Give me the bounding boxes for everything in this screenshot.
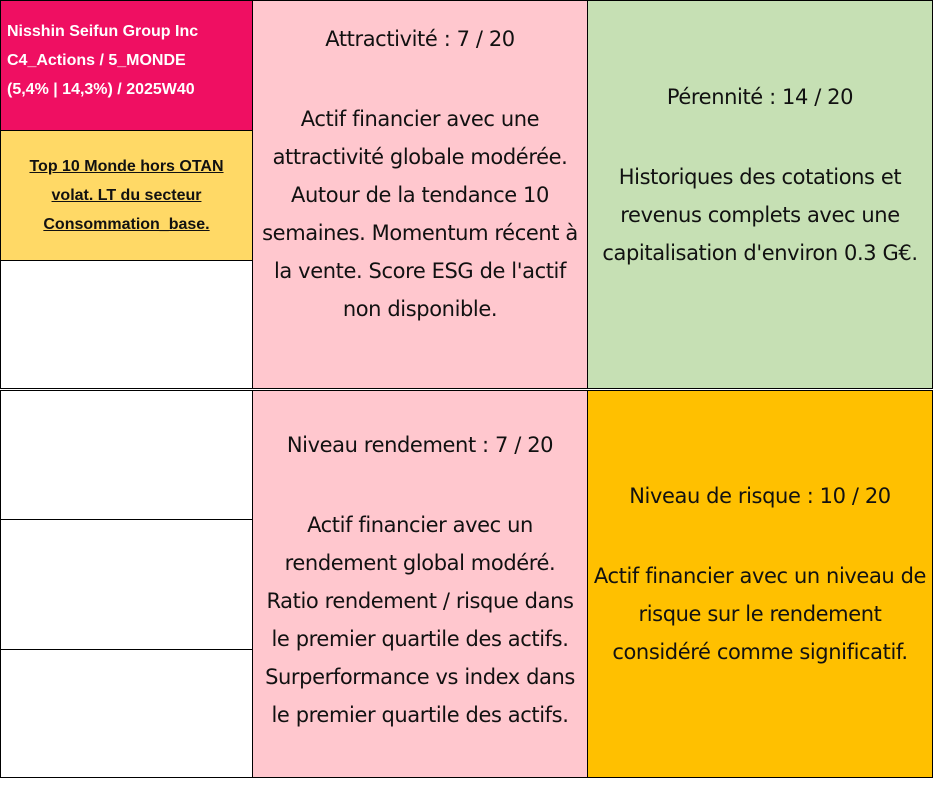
empty-cell-1 [0, 260, 253, 389]
risque-title: Niveau de risque : 10 / 20 [629, 484, 891, 508]
empty-cell-2 [0, 390, 253, 520]
asset-name: Nisshin Seifun Group Inc [7, 23, 199, 40]
rendement-line-1: Actif financier avec un [307, 513, 533, 537]
attractivite-line-3: Autour de la tendance 10 [291, 182, 549, 207]
perennite-title: Pérennité : 14 / 20 [666, 84, 854, 109]
asset-stats: (5,4% | 14,3%) / 2025W40 [7, 81, 195, 98]
perennite-line-2: revenus complets avec une [620, 202, 900, 227]
category-line-2: volat. LT du secteur [51, 187, 202, 204]
asset-category: C4_Actions / 5_MONDE [7, 52, 186, 69]
attractivite-line-4: semaines. Momentum récent à [262, 220, 578, 245]
attractivite-line-5: la vente. Score ESG de l'actif [274, 258, 566, 283]
empty-cell-3 [0, 519, 253, 650]
rendement-line-5: Surperformance vs index dans [265, 665, 575, 689]
attractivite-line-1: Actif financier avec une [300, 106, 540, 131]
rendement-cell [252, 390, 588, 778]
risque-line-2: risque sur le rendement [638, 602, 882, 626]
rendement-title: Niveau rendement : 7 / 20 [286, 433, 554, 457]
rendement-line-6: le premier quartile des actifs. [271, 703, 569, 727]
rendement-line-3: Ratio rendement / risque dans [266, 589, 574, 613]
rendement-line-4: le premier quartile des actifs. [271, 627, 569, 651]
category-line-1: Top 10 Monde hors OTAN [29, 158, 224, 175]
perennite-line-3: capitalisation d'environ 0.3 G€. [602, 240, 918, 265]
attractivite-title: Attractivité : 7 / 20 [325, 26, 515, 51]
attractivite-cell [252, 0, 588, 389]
category-line-3: Consommation_base. [43, 216, 210, 233]
attractivite-line-6: non disponible. [342, 296, 498, 321]
empty-cell-4 [0, 649, 253, 778]
attractivite-line-2: attractivité globale modérée. [272, 144, 568, 169]
perennite-line-1: Historiques des cotations et [618, 164, 902, 189]
perennite-cell [587, 0, 933, 389]
rendement-line-2: rendement global modéré. [284, 551, 556, 575]
category-cell [0, 130, 253, 261]
asset-header-cell [0, 0, 253, 131]
risque-line-1: Actif financier avec un niveau de [593, 564, 927, 588]
risque-cell [587, 390, 933, 778]
risque-line-3: considéré comme significatif. [612, 640, 908, 664]
